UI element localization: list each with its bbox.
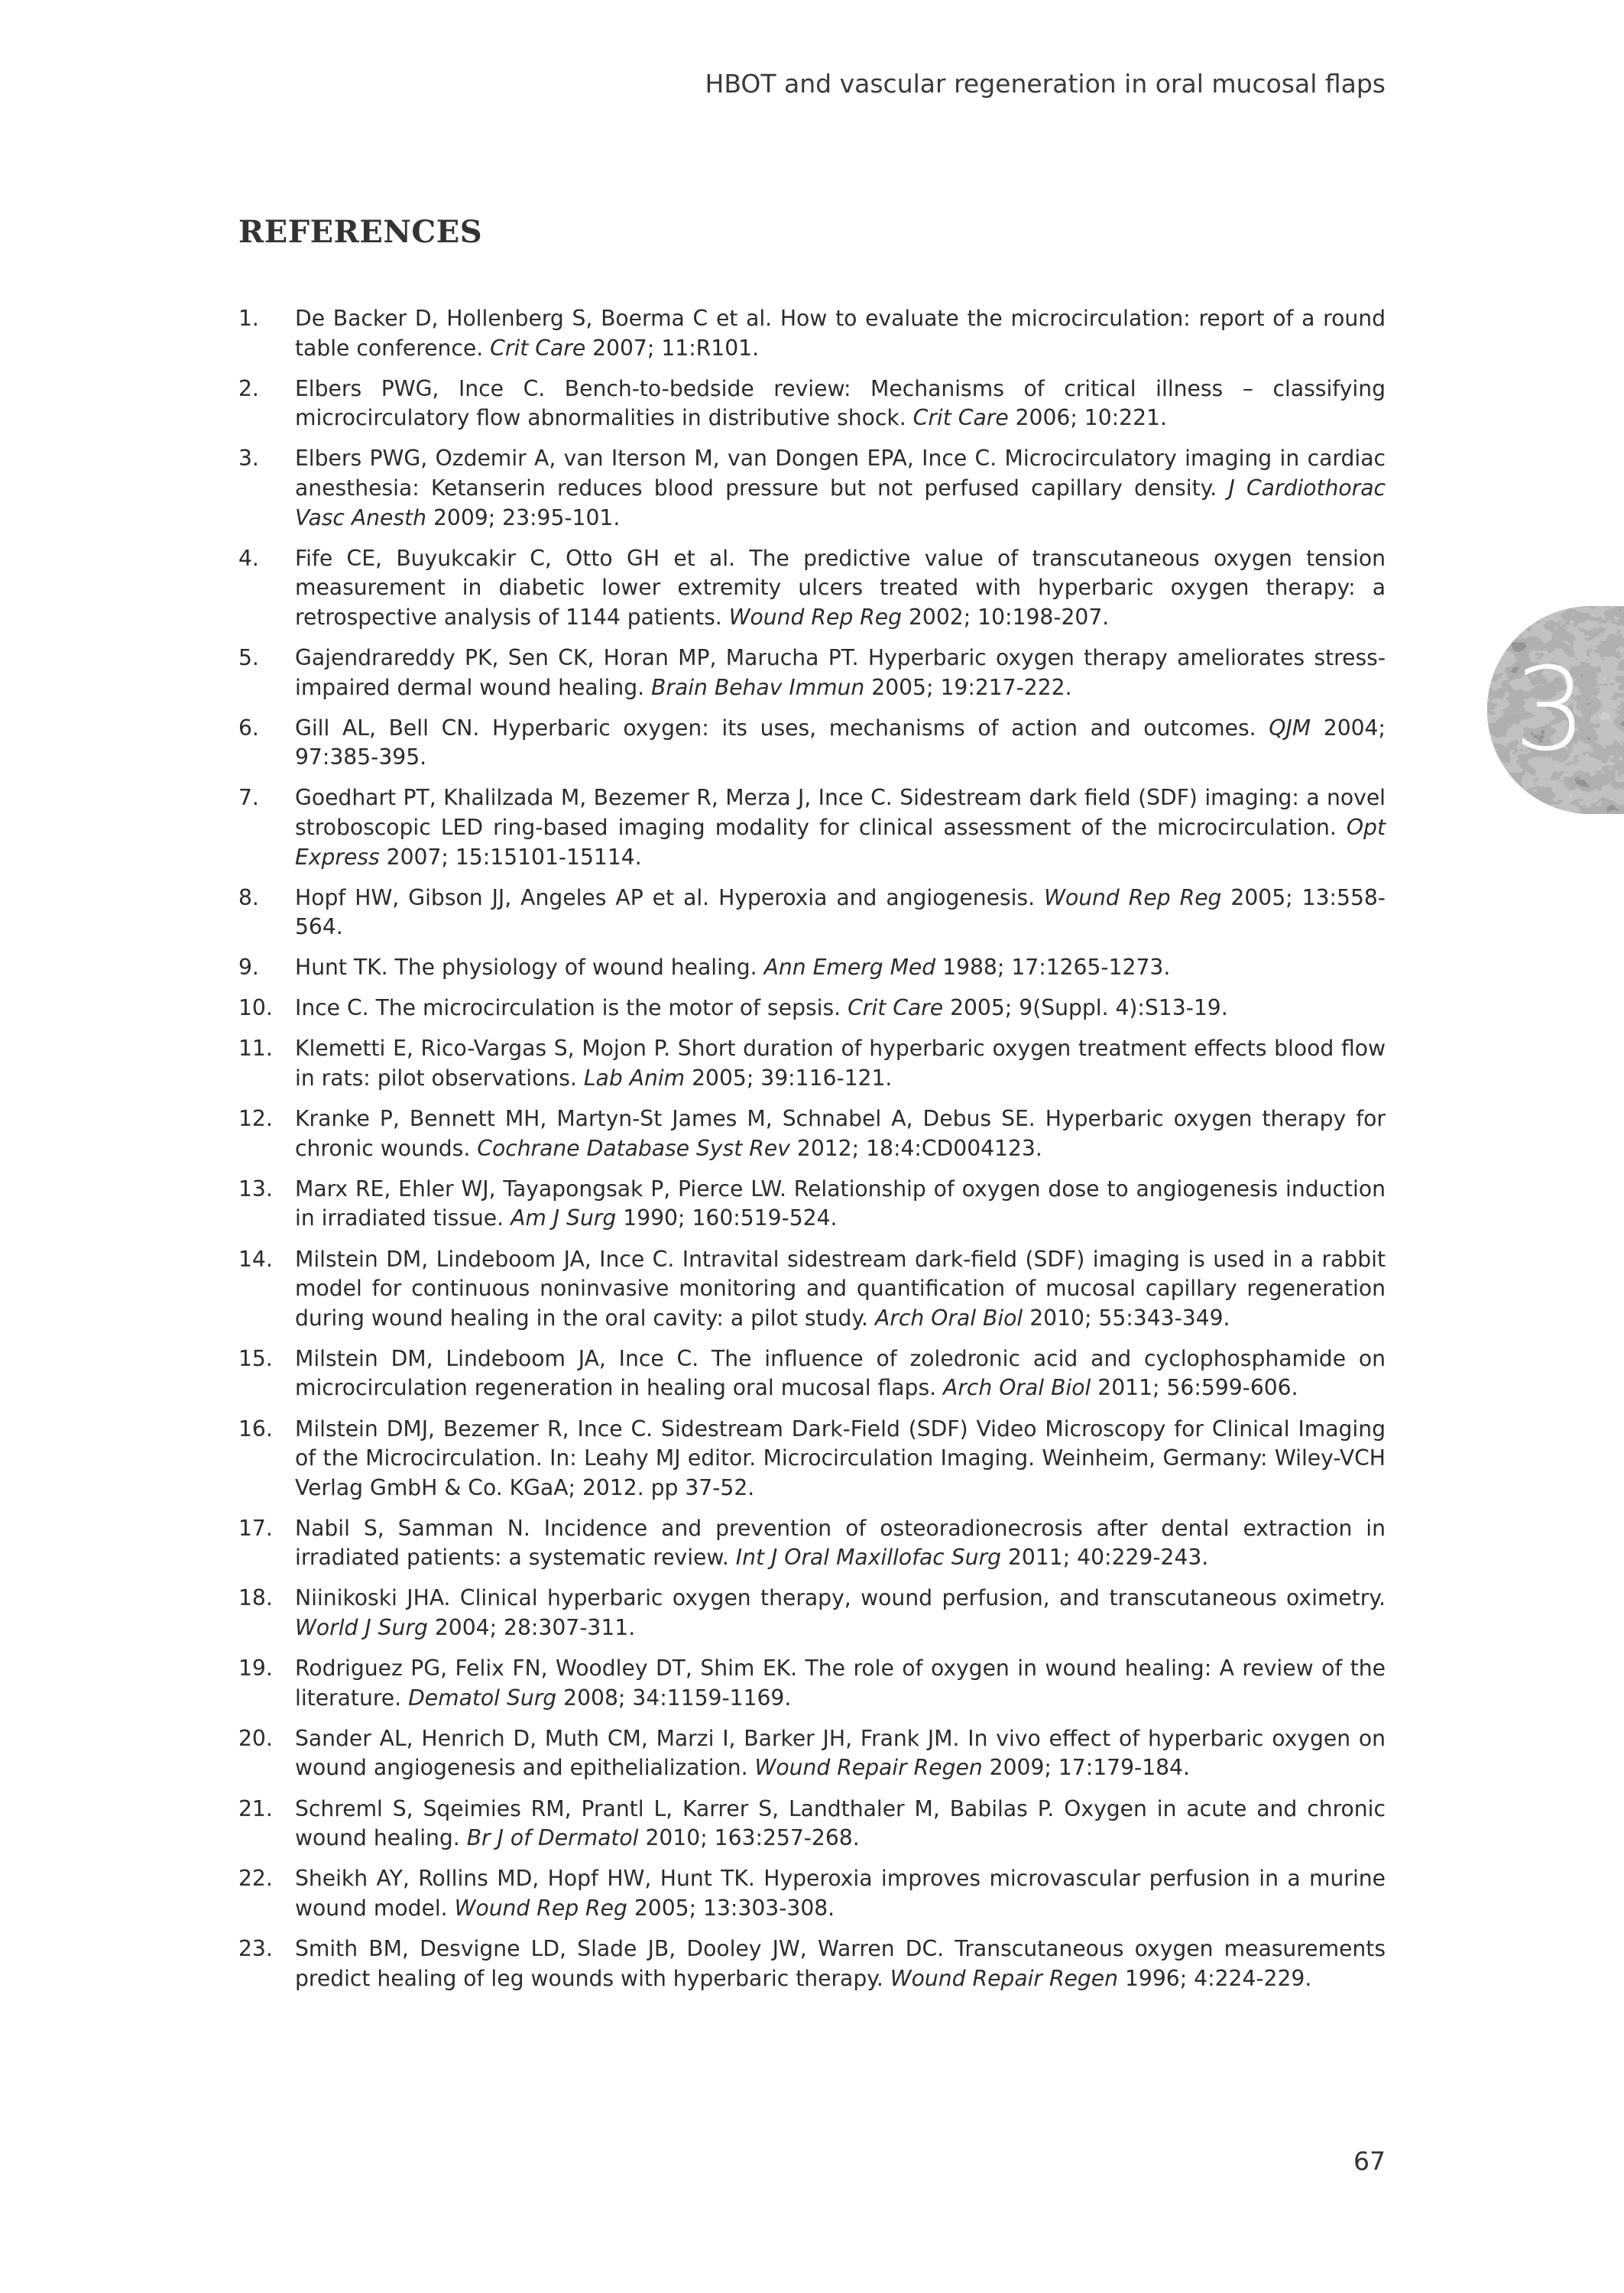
reference-segment: 2011; 40:229-243. (1001, 1545, 1209, 1571)
reference-number: 11. (238, 1036, 273, 1062)
journal-title: Crit Care (912, 405, 1009, 431)
reference-segment: Kranke P, Bennett MH, Martyn-St James M, Schnabel A, Debus SE. Hyperbaric oxygen therapy for chronic wounds. (295, 1106, 1386, 1161)
reference-text (295, 1796, 1386, 1851)
reference-segment: 2005; 13:303-308. (627, 1895, 835, 1921)
reference-text (295, 546, 1386, 630)
journal-title: Wound Repair Regen (890, 1965, 1118, 1991)
journal-title: Dematol Surg (408, 1685, 557, 1711)
journal-title: Wound Rep Reg (1044, 884, 1222, 910)
reference-text (295, 1656, 1386, 1711)
journal-title: Brain Behav Immun (651, 674, 865, 700)
chapter-number: 3 (1513, 644, 1587, 777)
reference-text (295, 376, 1386, 431)
reference-text (295, 1106, 1386, 1161)
reference-number: 6. (238, 715, 259, 741)
reference-segment: 2009; 23:95-101. (426, 504, 621, 530)
reference-item (238, 1795, 1386, 1854)
reference-segment: 2010; 55:343-349. (1023, 1305, 1230, 1331)
reference-text (295, 785, 1386, 869)
reference-text (295, 885, 1386, 940)
journal-title: J Cardiothorac Vasc Anesth (295, 475, 1386, 530)
references-heading: REFERENCES (238, 214, 483, 250)
reference-text (295, 955, 1170, 980)
reference-number: 13. (238, 1176, 273, 1202)
reference-segment: Elbers PWG, Ince C. Bench-to-bedside review: Mechanisms of critical illness – classifying microcirculatory flow abnormalities in distributive shock. (295, 375, 1386, 431)
reference-segment: Sander AL, Henrich D, Muth CM, Marzi I, Barker JH, Frank JM. In vivo effect of hyperbaric oxygen on wound angiogenesis and epithelialization. (295, 1725, 1386, 1781)
reference-item (238, 375, 1386, 433)
reference-number: 22. (238, 1866, 273, 1892)
reference-segment: Milstein DM, Lindeboom JA, Ince C. The influence of zoledronic acid and cyclophosphamide on microcirculation regeneration in healing oral mucosal flaps. (295, 1345, 1386, 1401)
reference-number: 2. (238, 375, 259, 401)
journal-title: Ann Emerg Med (763, 955, 936, 981)
reference-segment: Gill AL, Bell CN. Hyperbaric oxygen: its uses, mechanisms of action and outcomes. (295, 715, 1269, 741)
reference-text (295, 1516, 1386, 1571)
journal-title: Am J Surg (511, 1205, 617, 1231)
journal-title: Arch Oral Biol (943, 1375, 1091, 1401)
reference-number: 18. (238, 1585, 273, 1611)
reference-segment: 2009; 17:179-184. (982, 1755, 1190, 1781)
reference-text (295, 1866, 1386, 1921)
reference-number: 10. (238, 995, 273, 1021)
reference-segment: 2005; 13:558-564. (295, 884, 1386, 940)
reference-segment: Fife CE, Buyukcakir C, Otto GH et al. The predictive value of transcutaneous oxygen tension measurement in diabetic lower extremity ulcers treated with hyperbaric oxygen therapy: a retrospective analysis of 1144 patients. (295, 545, 1386, 630)
journal-title: Wound Repair Regen (754, 1755, 983, 1781)
reference-segment: Elbers PWG, Ozdemir A, van Iterson M, van Dongen EPA, Ince C. Microcirculatory imaging in cardiac anesthesia: Ketanserin reduces blood pressure but not perfused capillary density. (295, 446, 1386, 501)
reference-number: 12. (238, 1106, 273, 1132)
reference-item (238, 1034, 1386, 1093)
reference-text (295, 1936, 1386, 1991)
journal-title: Int J Oral Maxillofac Surg (735, 1545, 1002, 1571)
reference-segment: Schreml S, Sqeimies RM, Prantl L, Karrer S, Landthaler M, Babilas P. Oxygen in acute and chronic wound healing. (295, 1795, 1386, 1851)
reference-segment: Sheikh AY, Rollins MD, Hopf HW, Hunt TK. Hyperoxia improves microvascular perfusion in a murine wound model. (295, 1866, 1386, 1921)
reference-number: 17. (238, 1515, 273, 1541)
reference-segment: 2002; 10:198-207. (902, 604, 1110, 630)
reference-text (295, 995, 1228, 1020)
reference-segment: 2005; 39:116-121. (685, 1065, 893, 1091)
reference-item (238, 1245, 1386, 1334)
reference-item (238, 444, 1386, 533)
reference-segment: 2007; 15:15101-15114. (379, 844, 642, 870)
reference-segment: 2012; 18:4:CD004123. (789, 1135, 1042, 1161)
journal-title: Crit Care (848, 995, 944, 1021)
reference-item (238, 1584, 1386, 1643)
reference-number: 7. (238, 785, 259, 811)
reference-segment: Klemetti E, Rico-Vargas S, Mojon P. Short duration of hyperbaric oxygen treatment effects blood flow in rats: pilot observations. (295, 1036, 1386, 1091)
reference-segment: Nabil S, Samman N. Incidence and prevention of osteoradionecrosis after dental extraction in irradiated patients: a systematic review. (295, 1515, 1386, 1571)
reference-number: 15. (238, 1345, 273, 1371)
reference-segment: 2010; 163:257-268. (638, 1825, 860, 1851)
reference-segment: 2004; 97:385-395. (295, 715, 1386, 770)
reference-item (238, 1724, 1386, 1783)
reference-number: 8. (238, 884, 259, 910)
reference-segment: Rodriguez PG, Felix FN, Woodley DT, Shim EK. The role of oxygen in wound healing: A review of the literature. (295, 1656, 1386, 1711)
reference-segment: Hopf HW, Gibson JJ, Angeles AP et al. Hyperoxia and angiogenesis. (295, 884, 1045, 910)
running-head: HBOT and vascular regeneration in oral mucosal flaps (705, 69, 1386, 99)
chapter-tab (1487, 606, 1624, 814)
reference-text (295, 306, 1386, 361)
reference-item (238, 994, 1386, 1023)
reference-number: 19. (238, 1656, 273, 1682)
reference-segment: 2006; 10:221. (1008, 405, 1167, 431)
reference-text (295, 1176, 1386, 1231)
reference-text (295, 1416, 1386, 1500)
journal-title: Crit Care (490, 335, 586, 361)
reference-text (295, 715, 1386, 770)
reference-item (238, 1344, 1386, 1403)
reference-text (295, 1036, 1386, 1091)
reference-number: 3. (238, 446, 259, 472)
reference-segment: 2008; 34:1159-1169. (556, 1685, 792, 1711)
journal-title: Br J of Dermatol (466, 1825, 639, 1851)
reference-text (295, 1585, 1386, 1640)
reference-item (238, 544, 1386, 633)
journal-title: Lab Anim (583, 1065, 686, 1091)
reference-number: 5. (238, 644, 259, 670)
reference-segment: 2005; 19:217-222. (864, 674, 1072, 700)
reference-list (238, 304, 1386, 2005)
reference-item (238, 1415, 1386, 1503)
reference-segment: 2011; 56:599-606. (1091, 1375, 1298, 1401)
reference-segment: 2007; 11:R101. (585, 335, 760, 361)
journal-title: Wound Rep Reg (454, 1895, 627, 1921)
reference-segment: Ince C. The microcirculation is the motor of sepsis. (295, 995, 848, 1021)
reference-segment: 1990; 160:519-524. (616, 1205, 838, 1231)
reference-number: 16. (238, 1416, 273, 1442)
reference-segment: De Backer D, Hollenberg S, Boerma C et al. How to evaluate the microcirculation: report of a round table conference. (295, 306, 1386, 361)
journal-title: Arch Oral Biol (874, 1305, 1023, 1331)
reference-item (238, 1935, 1386, 1993)
reference-item (238, 884, 1386, 942)
reference-text (295, 1346, 1386, 1401)
reference-segment: 1996; 4:224-229. (1118, 1965, 1312, 1991)
reference-segment: Niinikoski JHA. Clinical hyperbaric oxygen therapy, wound perfusion, and transcutaneous oximetry. (295, 1585, 1386, 1611)
reference-number: 23. (238, 1935, 273, 1961)
reference-segment: 1988; 17:1265-1273. (935, 955, 1171, 981)
reference-number: 21. (238, 1795, 273, 1821)
reference-text (295, 1726, 1386, 1781)
reference-segment: Smith BM, Desvigne LD, Slade JB, Dooley JW, Warren DC. Transcutaneous oxygen measurements predict healing of leg wounds with hyperbaric therapy. (295, 1935, 1386, 1991)
reference-number: 20. (238, 1725, 273, 1751)
page-number: 67 (1353, 2146, 1386, 2176)
reference-item (238, 1514, 1386, 1573)
reference-segment: Milstein DM, Lindeboom JA, Ince C. Intravital sidestream dark-field (SDF) imaging is used in a rabbit model for continuous noninvasive monitoring and quantification of mucosal capillary regeneration during wound healing in the oral cavity: a pilot study. (295, 1246, 1386, 1331)
journal-title: World J Surg (295, 1615, 428, 1641)
reference-item (238, 953, 1386, 983)
reference-number: 14. (238, 1246, 273, 1272)
reference-number: 1. (238, 306, 259, 331)
reference-item (238, 644, 1386, 702)
reference-segment: Marx RE, Ehler WJ, Tayapongsak P, Pierce LW. Relationship of oxygen dose to angiogenesis induction in irradiated tissue. (295, 1176, 1386, 1231)
reference-segment: Gajendrareddy PK, Sen CK, Horan MP, Marucha PT. Hyperbaric oxygen therapy ameliorates stress-impaired dermal wound healing. (295, 644, 1386, 700)
reference-text (295, 645, 1386, 700)
journal-title: QJM (1269, 715, 1311, 741)
journal-title: Cochrane Database Syst Rev (477, 1135, 790, 1161)
reference-segment: Goedhart PT, Khalilzada M, Bezemer R, Merza J, Ince C. Sidestream dark field (SDF) imaging: a novel stroboscopic LED ring-based imaging modality for clinical assessment of the microcirculation. (295, 785, 1386, 840)
journal-title: Opt Express (295, 814, 1386, 870)
reference-item (238, 1654, 1386, 1713)
reference-segment: 2005; 9(Suppl. 4):S13-19. (943, 995, 1228, 1021)
reference-segment: 2004; 28:307-311. (427, 1615, 636, 1641)
reference-item (238, 1104, 1386, 1163)
reference-item (238, 1175, 1386, 1234)
reference-item (238, 714, 1386, 773)
reference-segment: Hunt TK. The physiology of wound healing. (295, 955, 764, 981)
journal-title: Wound Rep Reg (728, 604, 902, 630)
reference-text (295, 1247, 1386, 1331)
reference-item (238, 783, 1386, 872)
reference-number: 9. (238, 955, 259, 981)
reference-segment: Milstein DMJ, Bezemer R, Ince C. Sidestream Dark-Field (SDF) Video Microscopy for Clinical Imaging of the Microcirculation. In: Leahy MJ editor. Microcirculation Imaging. Weinheim, Germany: Wiley-VCH Verlag GmbH & Co. KGaA; 2012. pp 37-52. (295, 1416, 1386, 1500)
reference-item (238, 304, 1386, 363)
reference-number: 4. (238, 545, 259, 571)
reference-text (295, 446, 1386, 530)
reference-item (238, 1864, 1386, 1923)
